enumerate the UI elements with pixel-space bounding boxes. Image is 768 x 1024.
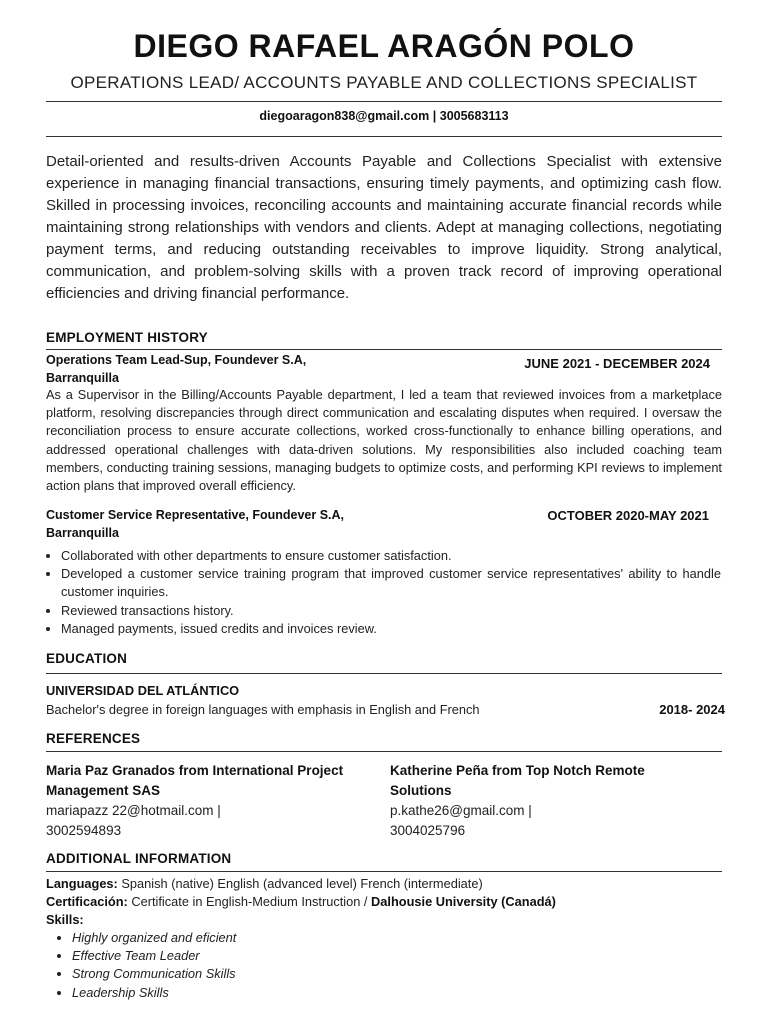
skills-list <box>46 929 722 1002</box>
skill-item: • Highly organized and eficient <box>72 929 722 947</box>
job-title-customer-service: Customer Service Representative, Foundever S.A, Barranquilla <box>46 508 345 540</box>
job-dates-operations-lead: JUNE 2021 - DECEMBER 2024 <box>524 356 710 371</box>
reference-name: Maria Paz Granados from International Project Management SAS <box>46 763 344 798</box>
languages-line <box>46 875 722 893</box>
education-degree: Bachelor's degree in foreign languages with emphasis in English and French <box>46 702 480 717</box>
job-title-operations-lead: Operations Team Lead-Sup, Foundever S.A, Barranquilla <box>46 353 307 385</box>
list-item: • Collaborated with other departments to ensure customer satisfaction. <box>61 547 721 565</box>
reference-card <box>390 761 650 841</box>
header-divider-top <box>46 101 722 102</box>
certification-label: Certificación: <box>46 894 128 909</box>
reference-email: mariapazz 22@hotmail.com | <box>46 803 221 818</box>
list-item: • Managed payments, issued credits and invoices review. <box>61 620 721 638</box>
reference-name: Katherine Peña from Top Notch Remote Solutions <box>390 763 645 798</box>
additional-info-heading: ADDITIONAL INFORMATION <box>46 851 232 866</box>
references-heading: REFERENCES <box>46 731 141 746</box>
list-item: • Developed a customer service training program that improved customer service representatives' ability to handle customer inquiries. <box>61 565 721 601</box>
list-item: • Reviewed transactions history. <box>61 602 721 620</box>
candidate-title: OPERATIONS LEAD/ ACCOUNTS PAYABLE AND COLLECTIONS SPECIALIST <box>70 73 698 92</box>
contact-line: diegoaragon838@gmail.com | 3005683113 <box>259 109 509 123</box>
reference-card <box>46 761 346 841</box>
education-heading: EDUCATION <box>46 651 128 666</box>
reference-email: p.kathe26@gmail.com | <box>390 803 532 818</box>
skill-item: • Leadership Skills <box>72 984 722 1002</box>
languages-label: Languages: <box>46 876 118 891</box>
job-bullets-customer-service <box>45 547 721 638</box>
certification-value: Certificate in English-Medium Instruction / <box>131 894 368 909</box>
skill-item: • Strong Communication Skills <box>72 965 722 983</box>
employment-history-heading: EMPLOYMENT HISTORY <box>46 330 208 345</box>
education-school: UNIVERSIDAD DEL ATLÁNTICO <box>46 683 240 698</box>
job-description-operations-lead: As a Supervisor in the Billing/Accounts Payable department, I led a team that reviewed invoices from a marketplace platform, resolving discrepancies through direct communication and escalating disputes when required. I oversaw the reconciliation process to ensure accurate collections, worked cross-functionally to enhance billing operations, and addressed operational challenges with data-driven solutions. My responsibilities also included coaching team members, conducting training sessions, managing budgets to optimize costs, and performing KPI reviews to implement action plans that improved overall efficiency. <box>46 387 722 494</box>
skills-label-line <box>46 911 722 929</box>
skill-item: • Effective Team Leader <box>72 947 722 965</box>
reference-phone: 3002594893 <box>46 823 122 838</box>
education-divider <box>46 673 722 674</box>
reference-phone: 3004025796 <box>390 823 466 838</box>
education-years: 2018- 2024 <box>659 702 725 717</box>
candidate-name: DIEGO RAFAEL ARAGÓN POLO <box>133 28 635 64</box>
header-divider-bottom <box>46 136 722 137</box>
references-divider <box>46 751 722 752</box>
employment-divider <box>46 349 722 350</box>
job-dates-customer-service: OCTOBER 2020-MAY 2021 <box>547 508 709 523</box>
skills-label: Skills: <box>46 912 84 927</box>
professional-summary: Detail-oriented and results-driven Accounts Payable and Collections Specialist with extensive experience in managing financial transactions, ensuring timely payments, and optimizing cash flow. Skilled in processing invoices, reconciling accounts and maintaining accurate financial records while maintaining strong relationships with vendors and clients. Adept at managing collections, negotiating payment terms, and reducing outstanding receivables to improve liquidity. Strong analytical, communication, and problem-solving skills with a proven track record of improving operational efficiencies and driving financial performance. <box>46 153 722 302</box>
certification-line <box>46 893 722 911</box>
certification-institution: Dalhousie University (Canadá) <box>371 894 556 909</box>
languages-value: Spanish (native) English (advanced level) French (intermediate) <box>121 876 483 891</box>
additional-info-divider <box>46 871 722 872</box>
